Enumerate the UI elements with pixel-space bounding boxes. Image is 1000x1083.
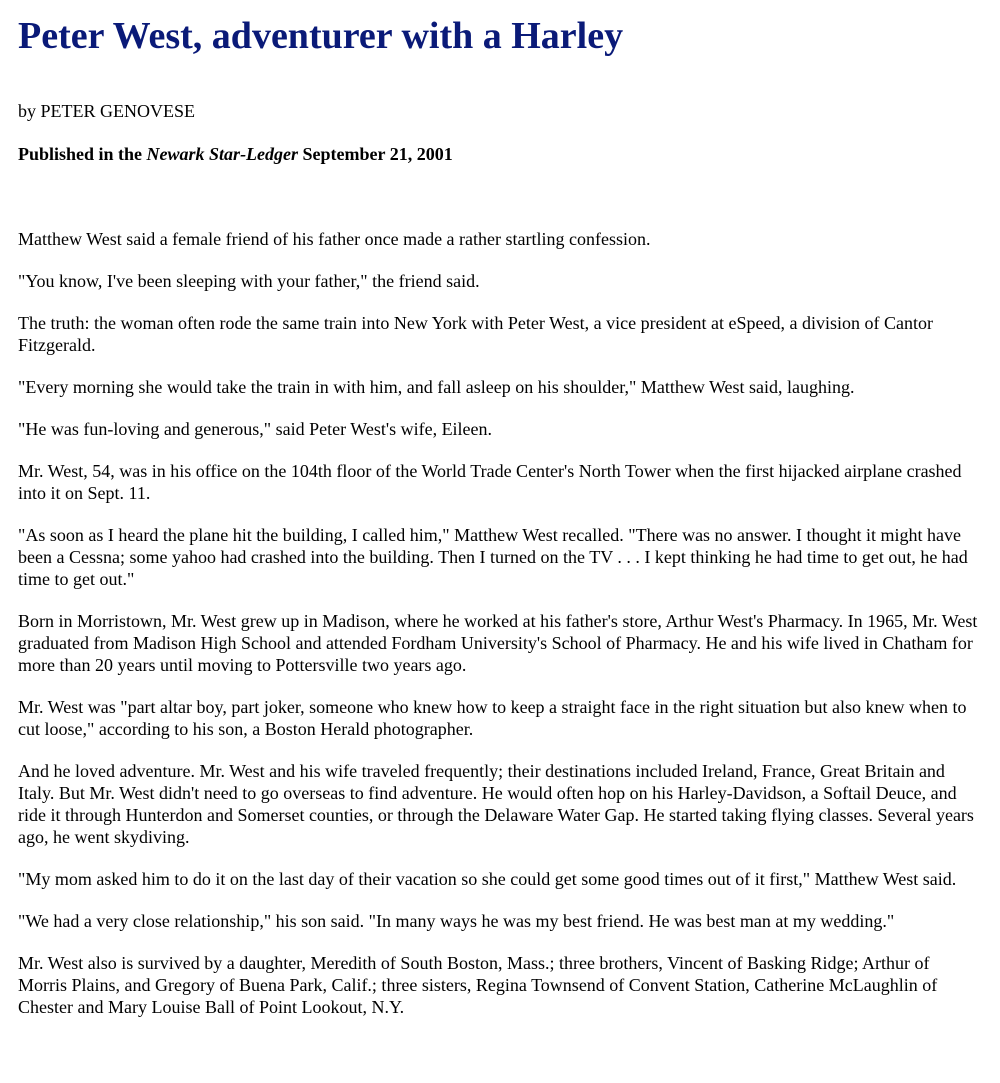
article-body bbox=[18, 228, 982, 1018]
byline: by PETER GENOVESE bbox=[18, 101, 195, 121]
page-title: Peter West, adventurer with a Harley bbox=[18, 15, 624, 57]
paragraph: Mr. West, 54, was in his office on the 104th floor of the World Trade Center's North Tower when the first hijacked airplane crashed into it on Sept. 11. bbox=[18, 461, 962, 503]
paragraph: "As soon as I heard the plane hit the building, I called him," Matthew West recalled. "There was no answer. I thought it might have been a Cessna; some yahoo had crashed into the building. Then I turned on the TV . . . I kept thinking he had time to get out, he had time to get out." bbox=[18, 525, 968, 589]
paragraph: The truth: the woman often rode the same train into New York with Peter West, a vice president at eSpeed, a division of Cantor Fitzgerald. bbox=[18, 313, 934, 355]
paragraph: Mr. West was "part altar boy, part joker, someone who knew how to keep a straight face in the right situation but also knew when to cut loose," according to his son, a Boston Herald photographer. bbox=[18, 697, 967, 739]
paragraph: "He was fun-loving and generous," said Peter West's wife, Eileen. bbox=[18, 419, 493, 439]
paragraph: Matthew West said a female friend of his father once made a rather startling confession. bbox=[18, 229, 651, 249]
publication-name: Newark Star-Ledger bbox=[146, 144, 299, 164]
paragraph: "My mom asked him to do it on the last day of their vacation so she could get some good times out of it first," Matthew West said. bbox=[18, 869, 957, 889]
paragraph: "You know, I've been sleeping with your father," the friend said. bbox=[18, 271, 480, 291]
publication-line bbox=[18, 143, 982, 165]
published-prefix: Published in the bbox=[18, 144, 147, 164]
paragraph: "Every morning she would take the train in with him, and fall asleep on his shoulder," Matthew West said, laughing. bbox=[18, 377, 855, 397]
paragraph: Born in Morristown, Mr. West grew up in Madison, where he worked at his father's store, Arthur West's Pharmacy. In 1965, Mr. West graduated from Madison High School and attended Fordham University's School of Pharmacy. He and his wife lived in Chatham for more than 20 years until moving to Pottersville two years ago. bbox=[18, 611, 978, 675]
paragraph: And he loved adventure. Mr. West and his wife traveled frequently; their destinations included Ireland, France, Great Britain and Italy. But Mr. West didn't need to go overseas to find adventure. He would often hop on his Harley-Davidson, a Softail Deuce, and ride it through Hunterdon and Somerset counties, or through the Delaware Water Gap. He started taking flying classes. Several years ago, he went skydiving. bbox=[18, 761, 974, 847]
paragraph: "We had a very close relationship," his son said. "In many ways he was my best friend. He was best man at my wedding." bbox=[18, 911, 895, 931]
paragraph: Mr. West also is survived by a daughter, Meredith of South Boston, Mass.; three brothers, Vincent of Basking Ridge; Arthur of Morris Plains, and Gregory of Buena Park, Calif.; three sisters, Regina Townsend of Convent Station, Catherine McLaughlin of Chester and Mary Louise Ball of Point Lookout, N.Y. bbox=[18, 953, 938, 1017]
published-date: September 21, 2001 bbox=[298, 144, 453, 164]
